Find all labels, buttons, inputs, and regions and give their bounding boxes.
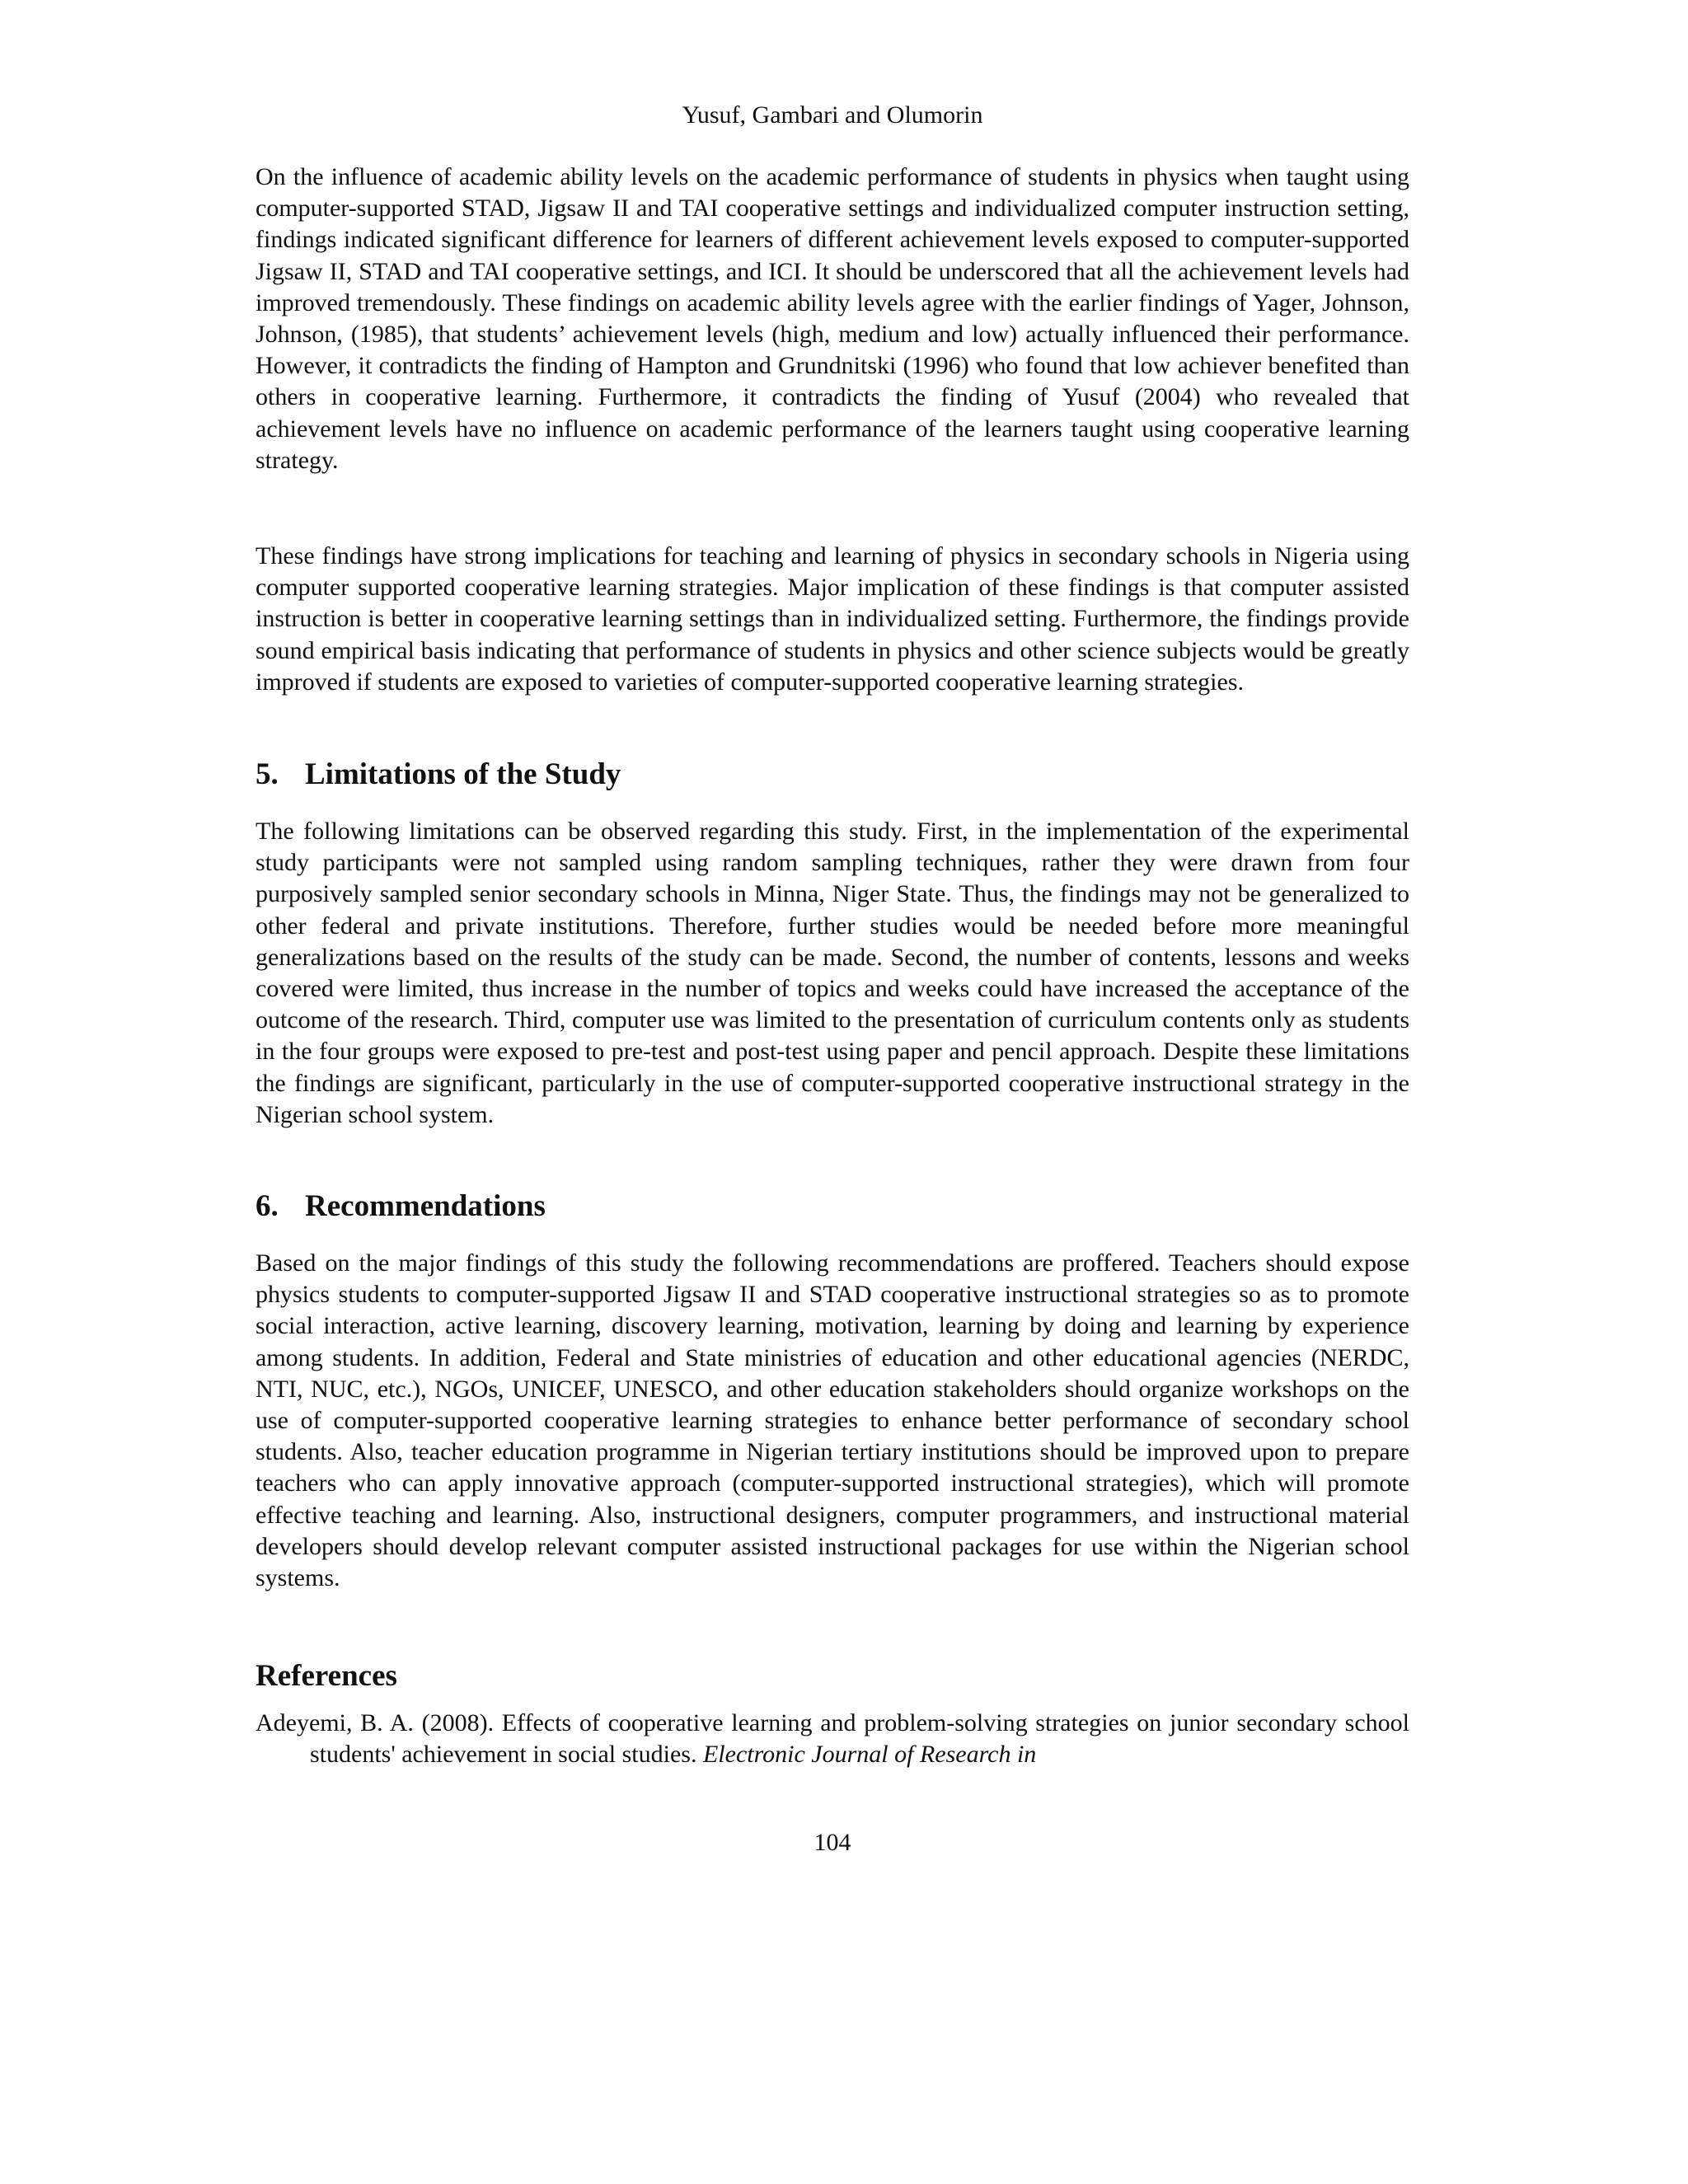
section-heading-limitations (256, 757, 1409, 793)
section-heading-recommendations (256, 1188, 1409, 1225)
discussion-paragraph-1: On the influence of academic ability levels on the academic performance of students in physics when taught using computer-supported STAD, Jigsaw II and TAI cooperative settings and individualized computer instruction setting, findings indicated significant difference for learners of different achievement levels exposed to computer-supported Jigsaw II, STAD and TAI cooperative settings, and ICI. It should be underscored that all the achievement levels had improved tremendously. These findings on academic ability levels agree with the earlier findings of Yager, Johnson, Johnson, (1985), that students’ achievement levels (high, medium and low) actually influenced their performance. However, it contradicts the finding of Hampton and Grundnitski (1996) who found that low achiever benefited than others in cooperative learning. Furthermore, it contradicts the finding of Yusuf (2004) who revealed that achievement levels have no influence on academic performance of the learners taught using cooperative learning strategy. (256, 163, 1409, 474)
section-title: Limitations of the Study (305, 757, 621, 791)
discussion-paragraph-2: These findings have strong implications for teaching and learning of physics in secondary schools in Nigeria using computer supported cooperative learning strategies. Major implication of these findings is that computer assisted instruction is better in cooperative learning settings than in individualized setting. Furthermore, the findings provide sound empirical basis indicating that performance of students in physics and other science subjects would be greatly improved if students are exposed to varieties of computer-supported cooperative learning strategies. (256, 542, 1409, 696)
reference-text: Adeyemi, B. A. (2008). Effects of cooperative learning and problem-solving strategies on junior secondary school students' achievement in social studies. (256, 1709, 1409, 1769)
reference-journal-italic: Electronic Journal of Research in (702, 1741, 1037, 1769)
section-title: Recommendations (305, 1189, 546, 1223)
reference-entry (256, 1708, 1409, 1770)
limitations-paragraph: The following limitations can be observed regarding this study. First, in the implementation of the experimental study participants were not sampled using random sampling techniques, rather they were drawn from four purposively sampled senior secondary schools in Minna, Niger State. Thus, the findings may not be generalized to other federal and private institutions. Therefore, further studies would be needed before more meaningful generalizations based on the results of the study can be made. Second, the number of contents, lessons and weeks covered were limited, thus increase in the number of topics and weeks could have increased the acceptance of the outcome of the research. Third, computer use was limited to the presentation of curriculum contents only as students in the four groups were exposed to pre-test and post-test using paper and pencil approach. Despite these limitations the findings are significant, particularly in the use of computer-supported cooperative instructional strategy in the Nigerian school system. (256, 818, 1409, 1128)
running-header: Yusuf, Gambari and Olumorin (682, 101, 983, 129)
page-number: 104 (814, 1829, 851, 1856)
recommendations-paragraph: Based on the major findings of this study the following recommendations are proffered. Teachers should expose physics students to computer-supported Jigsaw II and STAD cooperative instructional strategies so as to promote social interaction, active learning, discovery learning, motivation, learning by doing and learning by experience among students. In addition, Federal and State ministries of education and other educational agencies (NERDC, NTI, NUC, etc.), NGOs, UNICEF, UNESCO, and other education stakeholders should organize workshops on the use of computer-supported cooperative learning strategies to enhance better performance of secondary school students. Also, teacher education programme in Nigerian tertiary institutions should be improved upon to prepare teachers who can apply innovative approach (computer-supported instructional strategies), which will promote effective teaching and learning. Also, instructional designers, computer programmers, and instructional material developers should develop relevant computer assisted instructional packages for use within the Nigerian school systems. (256, 1249, 1409, 1592)
section-number: 6. (256, 1189, 279, 1223)
section-heading-references: References (256, 1659, 397, 1693)
section-number: 5. (256, 757, 279, 791)
